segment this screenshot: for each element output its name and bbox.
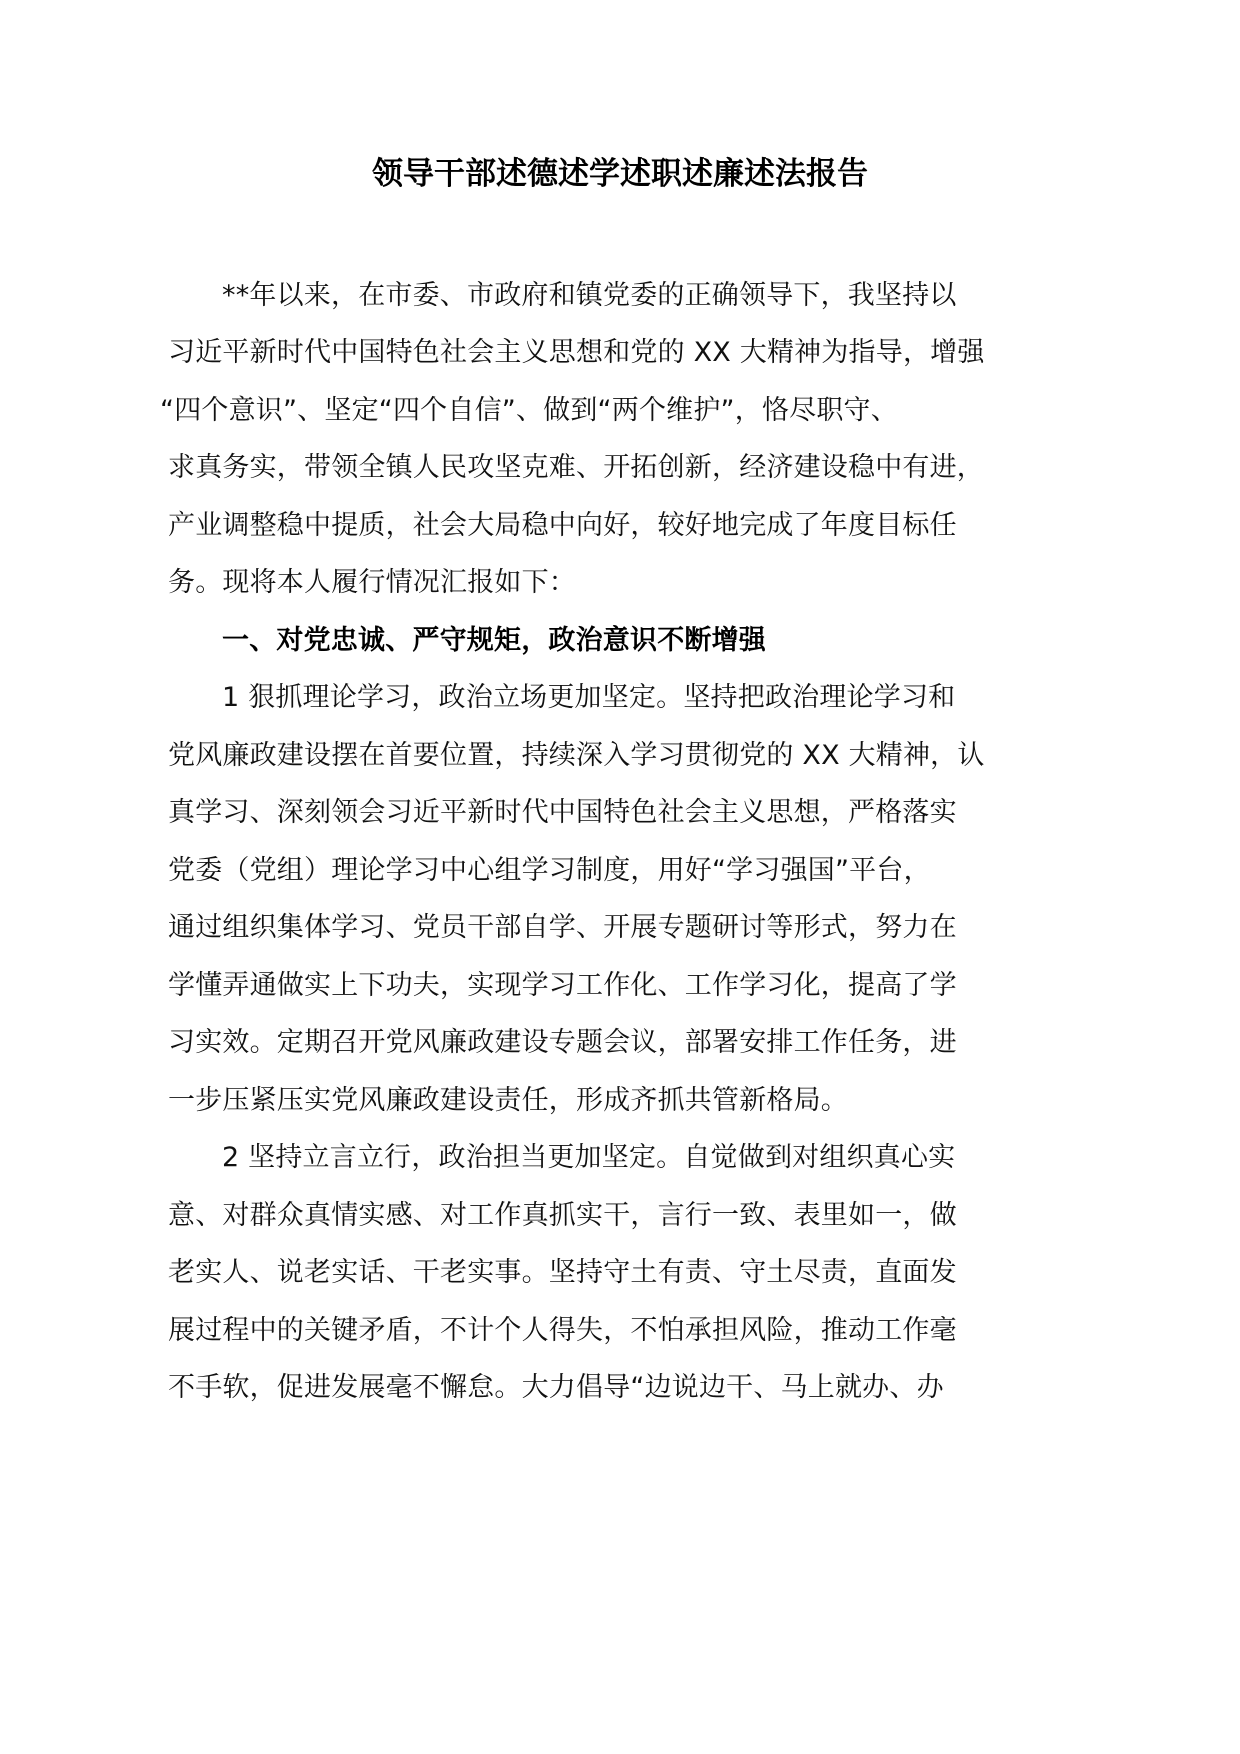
- paragraph-line: 习实效。定期召开党风廉政建设专题会议，部署安排工作任务，进: [168, 1027, 957, 1058]
- section-heading: 一、对党忠诚、严守规矩，政治意识不断增强: [222, 625, 766, 656]
- paragraph-line: 老实人、说老实话、干老实事。坚持守土有责、守土尽责，直面发: [168, 1257, 957, 1288]
- paragraph-line: 党风廉政建设摆在首要位置，持续深入学习贯彻党的 XX 大精神，认: [168, 740, 985, 771]
- paragraph-line: 一步压紧压实党风廉政建设责任，形成齐抓共管新格局。: [168, 1085, 848, 1116]
- document-title: 领导干部述德述学述职述廉述法报告: [372, 156, 868, 192]
- paragraph-line: 2 坚持立言立行，政治担当更加坚定。自觉做到对组织真心实: [222, 1142, 956, 1173]
- paragraph-line: “四个意识”、坚定“四个自信”、做到“两个维护”，恪尽职守、: [160, 395, 898, 426]
- paragraph-line: **年以来，在市委、市政府和镇党委的正确领导下，我坚持以: [222, 280, 957, 311]
- paragraph-line: 通过组织集体学习、党员干部自学、开展专题研讨等形式，努力在: [168, 912, 957, 943]
- paragraph-line: 党委（党组）理论学习中心组学习制度，用好“学习强国”平台，: [168, 855, 931, 886]
- paragraph-line: 意、对群众真情实感、对工作真抓实干，言行一致、表里如一，做: [168, 1200, 957, 1231]
- paragraph-line: 真学习、深刻领会习近平新时代中国特色社会主义思想，严格落实: [168, 797, 957, 828]
- paragraph-line: 展过程中的关键矛盾，不计个人得失，不怕承担风险，推动工作毫: [168, 1315, 957, 1346]
- paragraph-line: 不手软，促进发展毫不懈怠。大力倡导“边说边干、马上就办、办: [168, 1372, 944, 1403]
- paragraph-line: 务。现将本人履行情况汇报如下：: [168, 567, 576, 598]
- paragraph-line: 产业调整稳中提质，社会大局稳中向好，较好地完成了年度目标任: [168, 510, 957, 541]
- paragraph-line: 求真务实，带领全镇人民攻坚克难、开拓创新，经济建设稳中有进，: [168, 452, 984, 483]
- paragraph-line: 1 狠抓理论学习，政治立场更加坚定。坚持把政治理论学习和: [222, 682, 956, 713]
- paragraph-line: 学懂弄通做实上下功夫，实现学习工作化、工作学习化，提高了学: [168, 970, 957, 1001]
- paragraph-line: 习近平新时代中国特色社会主义思想和党的 XX 大精神为指导，增强: [168, 337, 985, 368]
